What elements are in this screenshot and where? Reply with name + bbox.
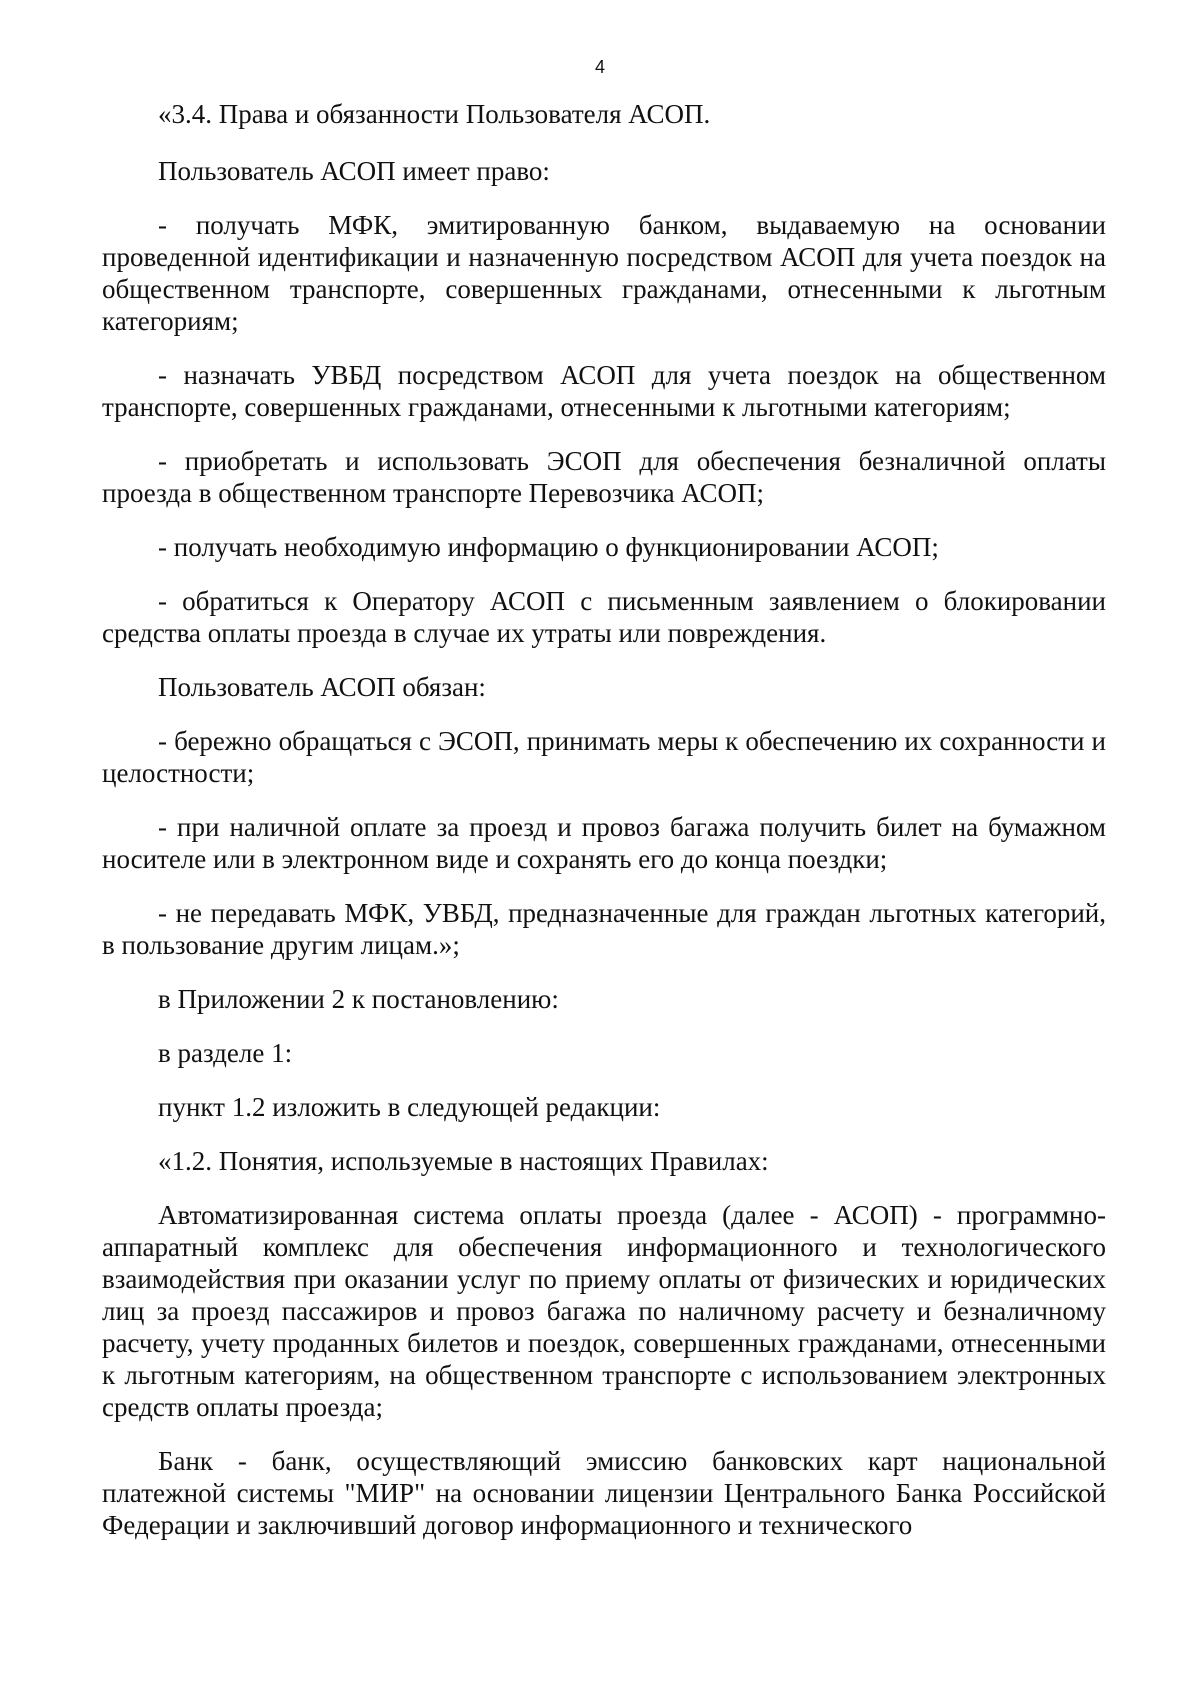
definitions-heading: «1.2. Понятия, используемые в настоящих Правилах: xyxy=(158,1146,769,1176)
item-instruction: пункт 1.2 изложить в следующей редакции: xyxy=(158,1092,661,1122)
appendix-reference: в Приложении 2 к постановлению: xyxy=(158,984,559,1014)
list-item: - при наличной оплате за проезд и провоз багажа получить билет на бумажном носителе или в электронном виде и сохранять его до конца поездки; xyxy=(102,812,1106,874)
list-item: - получать МФК, эмитированную банком, выдаваемую на основании проведенной идентификации и назначенную посредством АСОП для учета поездок на общественном транспорте, совершенных гражданами, отнесенными к льготным категориям; xyxy=(102,210,1106,336)
list-item: - назначать УВБД посредством АСОП для учета поездок на общественном транспорте, совершенных гражданами, отнесенными к льготными категориям; xyxy=(102,360,1106,422)
list-item: - обратиться к Оператору АСОП с письменным заявлением о блокировании средства оплаты проезда в случае их утраты или повреждения. xyxy=(102,586,1106,648)
list-item: - получать необходимую информацию о функционировании АСОП; xyxy=(158,532,939,562)
definition-paragraph: Автоматизированная система оплаты проезда (далее - АСОП) - программно-аппаратный комплекс для обеспечения информационного и технологического взаимодействия при оказании услуг по приему оплаты от физических и юридических лиц за проезд пассажиров и провоз багажа по наличному расчету и безналичному расчету, учету проданных билетов и поездок, совершенных гражданами, отнесенными к льготным категориям, на общественном транспорте с использованием электронных средств оплаты проезда; xyxy=(102,1200,1106,1422)
rights-intro: Пользователь АСОП имеет право: xyxy=(158,156,550,186)
page-number: 4 xyxy=(594,57,605,77)
list-item: - приобретать и использовать ЭСОП для обеспечения безналичной оплаты проезда в общественном транспорте Перевозчика АСОП; xyxy=(102,446,1106,508)
section-reference: в разделе 1: xyxy=(158,1038,293,1068)
definition-paragraph: Банк - банк, осуществляющий эмиссию банковских карт национальной платежной системы "МИР" на основании лицензии Центрального Банка Российской Федерации и заключивший договор информационного и технического xyxy=(102,1446,1106,1540)
list-item: - не передавать МФК, УВБД, предназначенные для граждан льготных категорий, в пользование другим лицам.»; xyxy=(102,898,1106,960)
document-body xyxy=(102,98,1106,1563)
list-item: - бережно обращаться с ЭСОП, принимать меры к обеспечению их сохранности и целостности; xyxy=(102,726,1106,788)
section-heading: «3.4. Права и обязанности Пользователя АСОП. xyxy=(158,99,711,129)
obligations-intro: Пользователь АСОП обязан: xyxy=(158,672,486,702)
